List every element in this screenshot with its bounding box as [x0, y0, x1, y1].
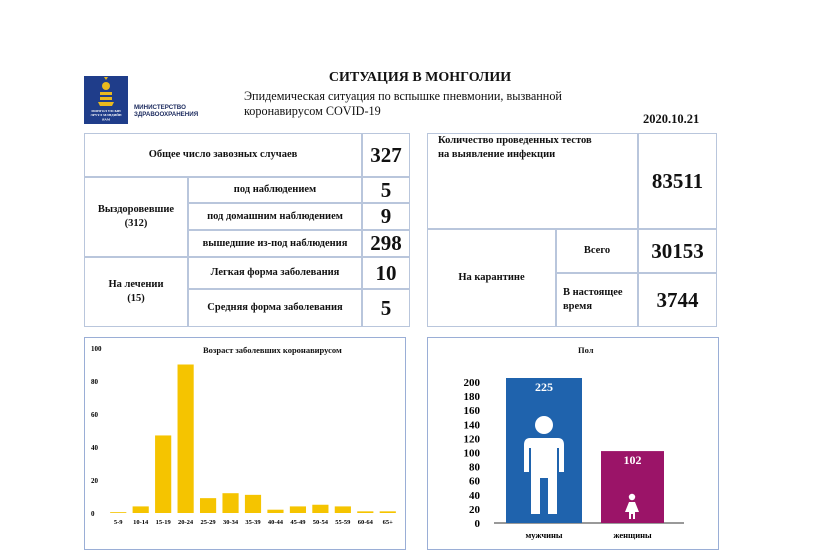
- age-bar: [357, 511, 373, 513]
- age-x-tick-label: 20-24: [178, 519, 194, 526]
- recovered-cell: [84, 177, 188, 257]
- gender-y-tick-label: 40: [469, 489, 480, 502]
- total-cases-label: Общее число завозных случаев: [84, 133, 362, 177]
- age-bar: [335, 506, 351, 513]
- age-bar: [200, 498, 216, 513]
- age-bar: [155, 435, 171, 513]
- age-bar: [245, 495, 261, 513]
- released-value: 298: [362, 230, 410, 257]
- quarantine-current-line1: В настоящее: [563, 287, 623, 298]
- home-observed-value: 9: [362, 203, 410, 230]
- tests-value: 83511: [638, 133, 717, 229]
- quarantine-total-value: 30153: [638, 229, 717, 273]
- gender-y-tick-label: 80: [469, 461, 480, 474]
- ministry-name-line1: МИНИСТЕРСТВО: [134, 104, 186, 111]
- subtitle-line1: Эпидемическая ситуация по вспышке пневмонии, вызванной: [244, 89, 562, 103]
- logo-text-1: МОНГОЛ УЛСЫН: [91, 109, 121, 113]
- quarantine-current-value: 3744: [638, 273, 717, 327]
- observed-label: под наблюдением: [188, 177, 362, 203]
- logo-text-3: ЯАМ: [101, 117, 111, 122]
- released-label: вышедшие из-под наблюдения: [188, 230, 362, 257]
- mild-label: Легкая форма заболевания: [188, 257, 362, 289]
- age-x-tick-label: 5-9: [113, 519, 123, 526]
- age-bar: [312, 505, 328, 513]
- gender-y-tick-label: 20: [469, 503, 480, 516]
- age-x-tick-label: 60-64: [357, 519, 373, 526]
- age-x-tick-label: 15-19: [155, 519, 171, 526]
- quarantine-total-label: Всего: [556, 229, 638, 273]
- mild-value: 10: [362, 257, 410, 289]
- home-observed-label: под домашним наблюдением: [188, 203, 362, 230]
- gender-y-tick-label: 140: [463, 419, 480, 432]
- logo-text-2: ЭРҮҮЛ МЭНДИЙН: [90, 113, 122, 117]
- moderate-label: Средняя форма заболевания: [188, 289, 362, 327]
- treatment-label: На лечении: [108, 279, 164, 290]
- age-chart-panel: [84, 337, 406, 550]
- recovered-label: Выздоровевшие: [97, 204, 175, 215]
- gender-y-tick-label: 60: [469, 475, 480, 488]
- gender-chart-title: Пол: [578, 345, 594, 355]
- gender-y-tick-label: 120: [463, 433, 480, 446]
- age-x-tick-label: 55-59: [335, 519, 351, 526]
- age-x-tick-label: 45-49: [290, 519, 306, 526]
- moderate-value: 5: [362, 289, 410, 327]
- age-x-tick-label: 50-54: [312, 519, 328, 526]
- tests-label: [427, 133, 638, 229]
- gender-y-tick-label: 200: [463, 377, 480, 389]
- age-bar: [222, 493, 238, 513]
- gender-y-tick-label: 180: [463, 391, 480, 404]
- age-y-tick-label: 100: [91, 345, 102, 353]
- quarantine-current-line2: время: [563, 301, 593, 312]
- gender-category-label: мужчины: [525, 530, 563, 540]
- age-y-tick-label: 20: [91, 477, 98, 485]
- age-x-tick-label: 10-14: [133, 519, 149, 526]
- report-date: 2020.10.21: [643, 112, 700, 126]
- recovered-count: (312): [124, 218, 148, 229]
- tests-label-line2: на выявление инфекции: [438, 149, 556, 160]
- age-x-tick-label: 40-44: [267, 519, 284, 526]
- gender-chart-panel: [427, 337, 719, 550]
- gender-y-tick-label: 0: [474, 518, 480, 530]
- gender-value-label: 225: [535, 380, 553, 394]
- age-x-tick-label: 25-29: [200, 519, 216, 526]
- quarantine-current-label: [556, 273, 638, 327]
- ministry-logo: [84, 76, 128, 124]
- age-x-tick-label: 35-39: [245, 519, 261, 526]
- age-y-tick-label: 80: [91, 378, 98, 386]
- page-title: СИТУАЦИЯ В МОНГОЛИИ: [328, 70, 512, 85]
- gender-value-label: 102: [623, 453, 642, 468]
- quarantine-label: На карантине: [427, 229, 556, 327]
- age-x-tick-label: 30-34: [222, 519, 239, 526]
- age-y-tick-label: 60: [91, 411, 98, 419]
- age-bar: [133, 506, 149, 513]
- age-bar: [267, 510, 283, 513]
- page-subtitle: [244, 89, 624, 119]
- age-y-tick-label: 40: [91, 444, 98, 452]
- gender-category-label: женщины: [613, 530, 652, 540]
- age-chart: [85, 338, 405, 549]
- observed-value: 5: [362, 177, 410, 203]
- age-bar: [380, 511, 396, 513]
- tests-label-line1: Количество проведенных тестов: [438, 135, 592, 146]
- gender-y-tick-label: 160: [463, 405, 480, 418]
- treatment-count: (15): [127, 293, 145, 304]
- gender-chart: [428, 338, 718, 549]
- age-y-tick-label: 0: [91, 510, 95, 518]
- age-bar: [178, 365, 194, 514]
- subtitle-line2: коронавирусом COVID-19: [244, 104, 381, 118]
- ministry-name: [134, 104, 198, 118]
- age-bar: [110, 512, 126, 513]
- total-cases-value: 327: [362, 133, 410, 177]
- age-chart-title: Возраст заболевших коронавирусом: [203, 345, 342, 355]
- ministry-name-line2: ЗДРАВООХРАНЕНИЯ: [134, 111, 199, 118]
- age-x-tick-label: 65+: [382, 519, 393, 526]
- treatment-cell: [84, 257, 188, 327]
- gender-y-tick-label: 100: [463, 447, 480, 460]
- age-bar: [290, 506, 306, 513]
